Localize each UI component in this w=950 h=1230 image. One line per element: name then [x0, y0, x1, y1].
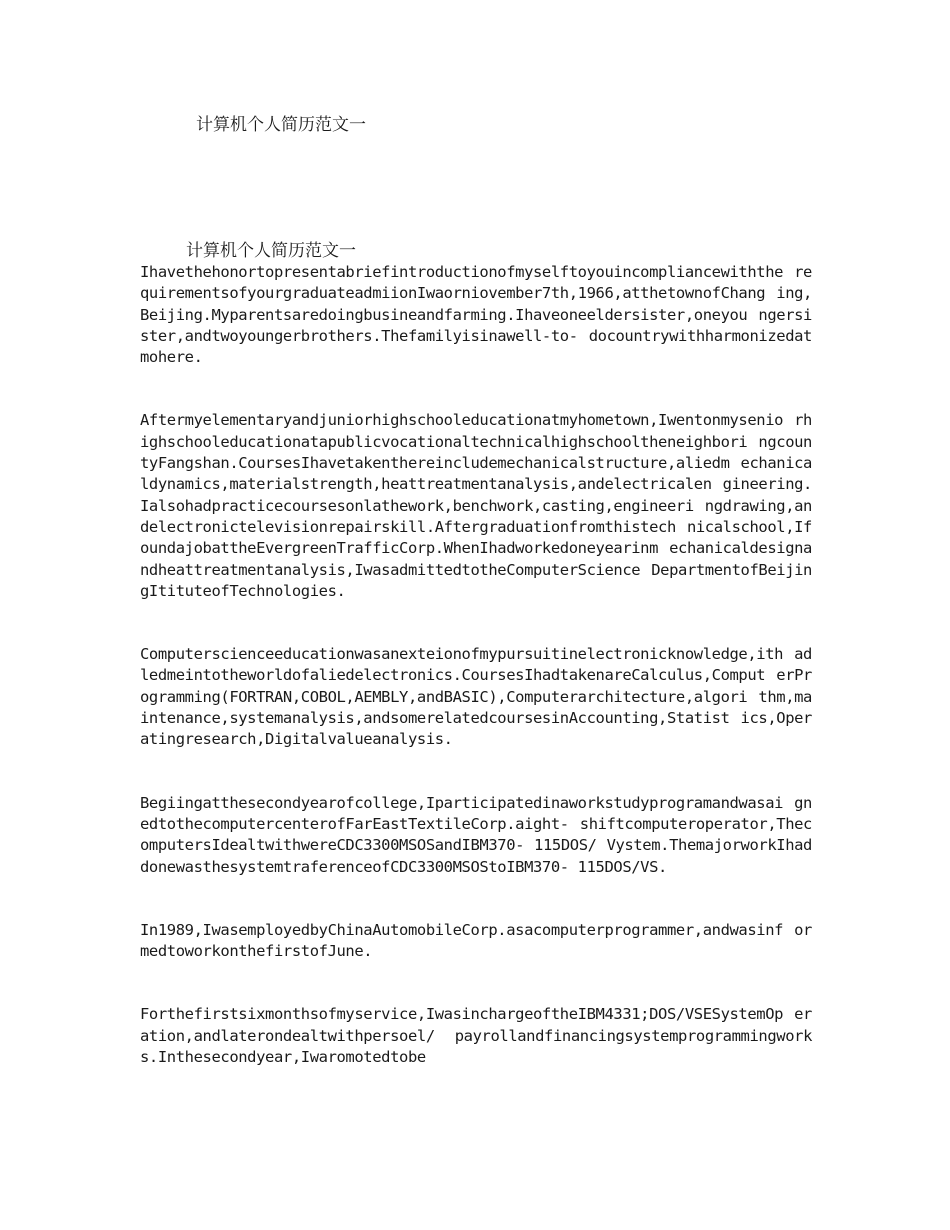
paragraph-work-study: Begiingatthesecondyearofcollege,Iparticipatedinaworkstudyprogramandwasai gnedtothecomputercenterofFarEastTextileCorp.aight- shiftcomputeroperator,ThecomputersIdealtwithwereCDC3300MSOSandIBM370- 115DOS/ Vystem.ThemajorworkIhaddonewasthesystemtraferenceofCDC3300MSOStoIBM370- 115DOS/VS.: [140, 793, 812, 876]
paragraph-education: Aftermyelementaryandjuniorhighschooleducationatmyhometown,Iwentonmysenio rhighschooleducationatapublicvocationaltechnicalhighschooltheneighbori ngcountyFangshan.CoursesIhavetakenthereincludemechanicalstructure,aliedm echanicaldynamics,materialstrength,heattreatmentanalysis,andelectricalen gineering.Ialsohadpracticecoursesonlathework,benchwork,casting,engineeri ngdrawing,andelectronictelevisionrepairskill.Aftergraduationfromthistech nicalschool,IfoundajobattheEvergreenTrafficCorp.WhenIhadworkedoneyearinm echanicaldesignandheattreatmentanalysis,IwasadmittedtotheComputerScience DepartmentofBeijingItituteofTechnologies.: [140, 411, 812, 600]
paragraph-employment: In1989,IwasemployedbyChinaAutomobileCorp.asacomputerprogrammer,andwasinf ormedtoworkonthefirstofJune.: [140, 920, 812, 961]
document-body: [140, 240, 812, 1110]
document-title: 计算机个人简历范文一: [196, 115, 366, 135]
paragraph-service: Forthefirstsixmonthsofmyservice,IwasinchargeoftheIBM4331;DOS/VSESystemOp eration,andlaterondealtwithpersoel/ payrollandfinancingsystemprogrammingworks.Inthesecondyear,Iwaromotedtobe: [140, 1005, 812, 1067]
document-subtitle: 计算机个人简历范文一: [186, 241, 356, 261]
paragraph-computer-science: Computerscienceeducationwasanexteionofmypursuitinelectronicknowledge,ith adledmeintotheworldofaliedelectronics.CoursesIhadtakenareCalculus,Comput erProgramming(FORTRAN,COBOL,AEMBLY,andBASIC),Computerarchitecture,algori thm,maintenance,systemanalysis,andsomerelatedcoursesinAccounting,Statist ics,Operatingresearch,Digitalvalueanalysis.: [140, 645, 812, 749]
paragraph-introduction: Ihavethehonortopresentabriefintroductionofmyselftoyouincompliancewiththe requirementsofyourgraduateadmiionIwaorniovember7th,1966,atthetownofChang ing,Beijing.Myparentsaredoingbusineandfarming.Ihaveoneeldersister,oneyou ngersister,andtwoyoungerbrothers.Thefamilyisinawell-to- docountrywithharmonizedatmohere.: [140, 263, 812, 367]
